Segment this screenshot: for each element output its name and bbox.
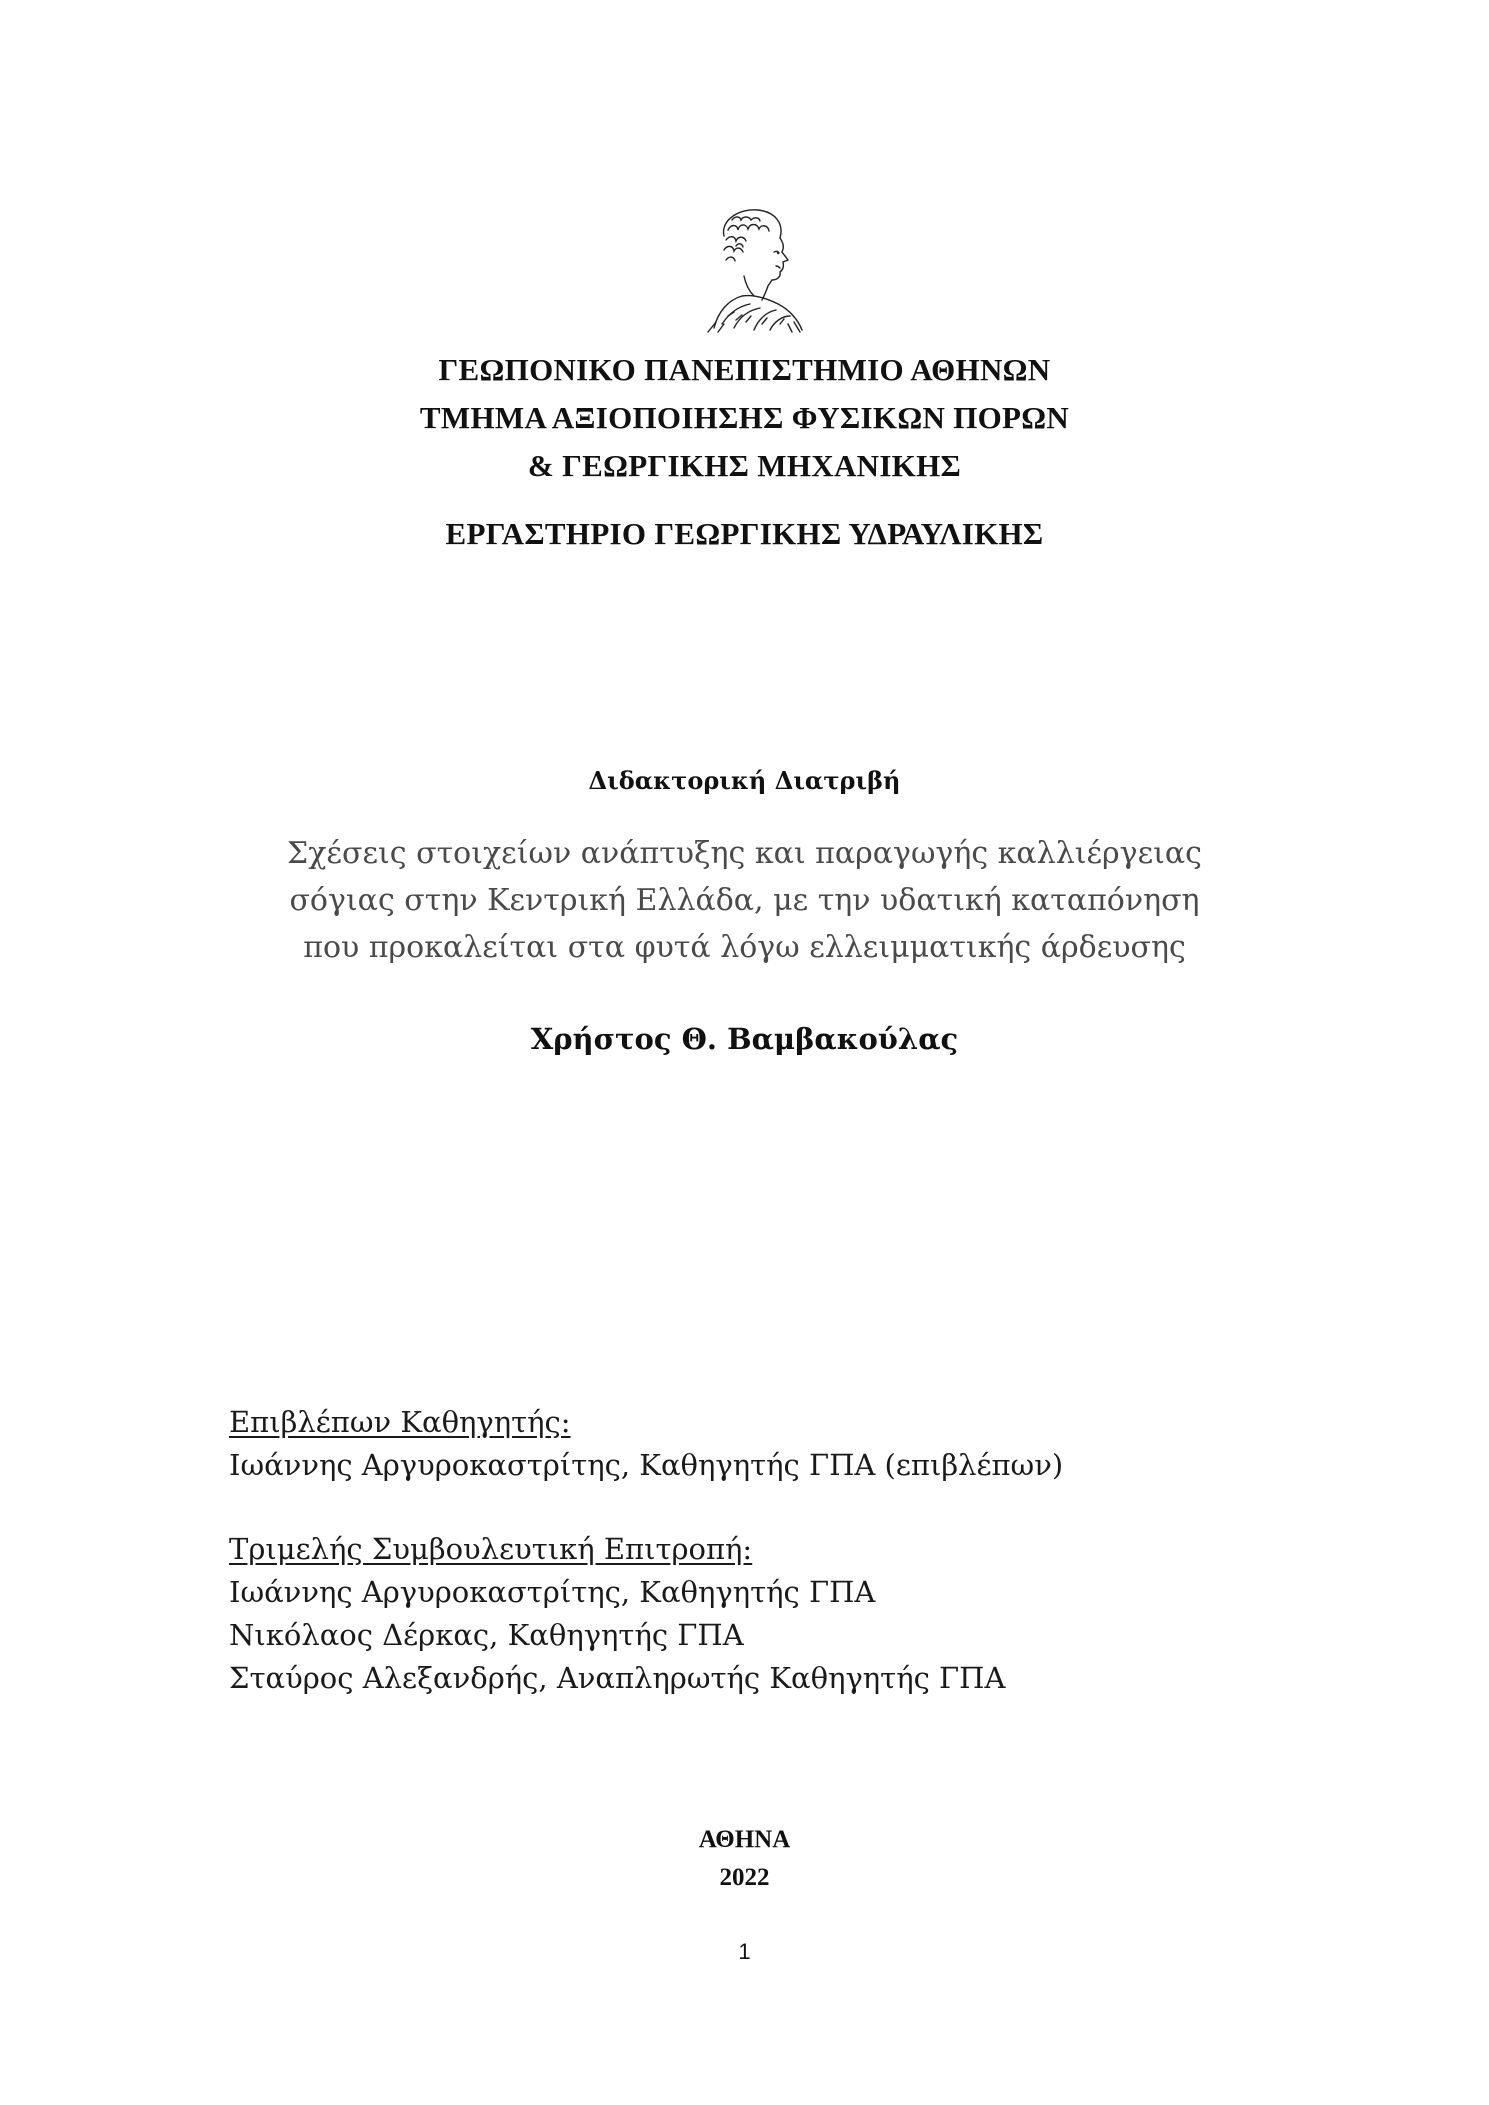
committee-member: Ιωάννης Αργυροκαστρίτης, Καθηγητής ΓΠΑ bbox=[229, 1575, 876, 1609]
year: 2022 bbox=[719, 1864, 770, 1891]
advisory-committee-heading: Τριμελής Συμβουλευτική Επιτροπή: bbox=[229, 1532, 753, 1566]
thesis-title bbox=[0, 830, 1489, 971]
page-number: 1 bbox=[738, 1939, 751, 1964]
thesis-type: Διδακτορική Διατριβή bbox=[588, 766, 901, 795]
committee-member: Σταύρος Αλεξανδρής, Αναπληρωτής Καθηγητής ΓΠΑ bbox=[229, 1661, 1006, 1695]
university-header bbox=[0, 346, 1489, 490]
thesis-title-line: σόγιας στην Κεντρική Ελλάδα, με την υδατική καταπόνηση bbox=[289, 883, 1200, 918]
city: ΑΘΗΝΑ bbox=[698, 1826, 791, 1853]
committee-member: Νικόλαος Δέρκας, Καθηγητής ΓΠΑ bbox=[229, 1618, 744, 1652]
supervisor-heading: Επιβλέπων Καθηγητής: bbox=[229, 1405, 571, 1439]
laboratory-name: ΕΡΓΑΣΤΗΡΙΟ ΓΕΩΡΓΙΚΗΣ ΥΔΡΑΥΛΙΚΗΣ bbox=[445, 516, 1044, 551]
author-name: Χρήστος Θ. Βαμβακούλας bbox=[530, 1022, 959, 1056]
committee-section bbox=[229, 1401, 1329, 1700]
thesis-title-line: που προκαλείται στα φυτά λόγω ελλειμματικής άρδευσης bbox=[303, 930, 1186, 965]
university-crest-icon bbox=[684, 200, 818, 334]
supervisor-name: Ιωάννης Αργυροκαστρίτης, Καθηγητής ΓΠΑ (επιβλέπων) bbox=[229, 1448, 1064, 1482]
university-name: ΓΕΩΠΟΝΙΚΟ ΠΑΝΕΠΙΣΤΗΜΙΟ ΑΘΗΝΩΝ bbox=[438, 352, 1051, 387]
spacer bbox=[229, 1487, 1329, 1528]
place-and-year bbox=[0, 1821, 1489, 1897]
thesis-title-line: Σχέσεις στοιχείων ανάπτυξης και παραγωγής καλλιέργειας bbox=[287, 836, 1202, 871]
department-name: ΤΜΗΜΑ ΑΞΙΟΠΟΙΗΣΗΣ ΦΥΣΙΚΩΝ ΠΟΡΩΝ bbox=[419, 400, 1070, 435]
department-name-continued: & ΓΕΩΡΓΙΚΗΣ ΜΗΧΑΝΙΚΗΣ bbox=[527, 448, 962, 483]
